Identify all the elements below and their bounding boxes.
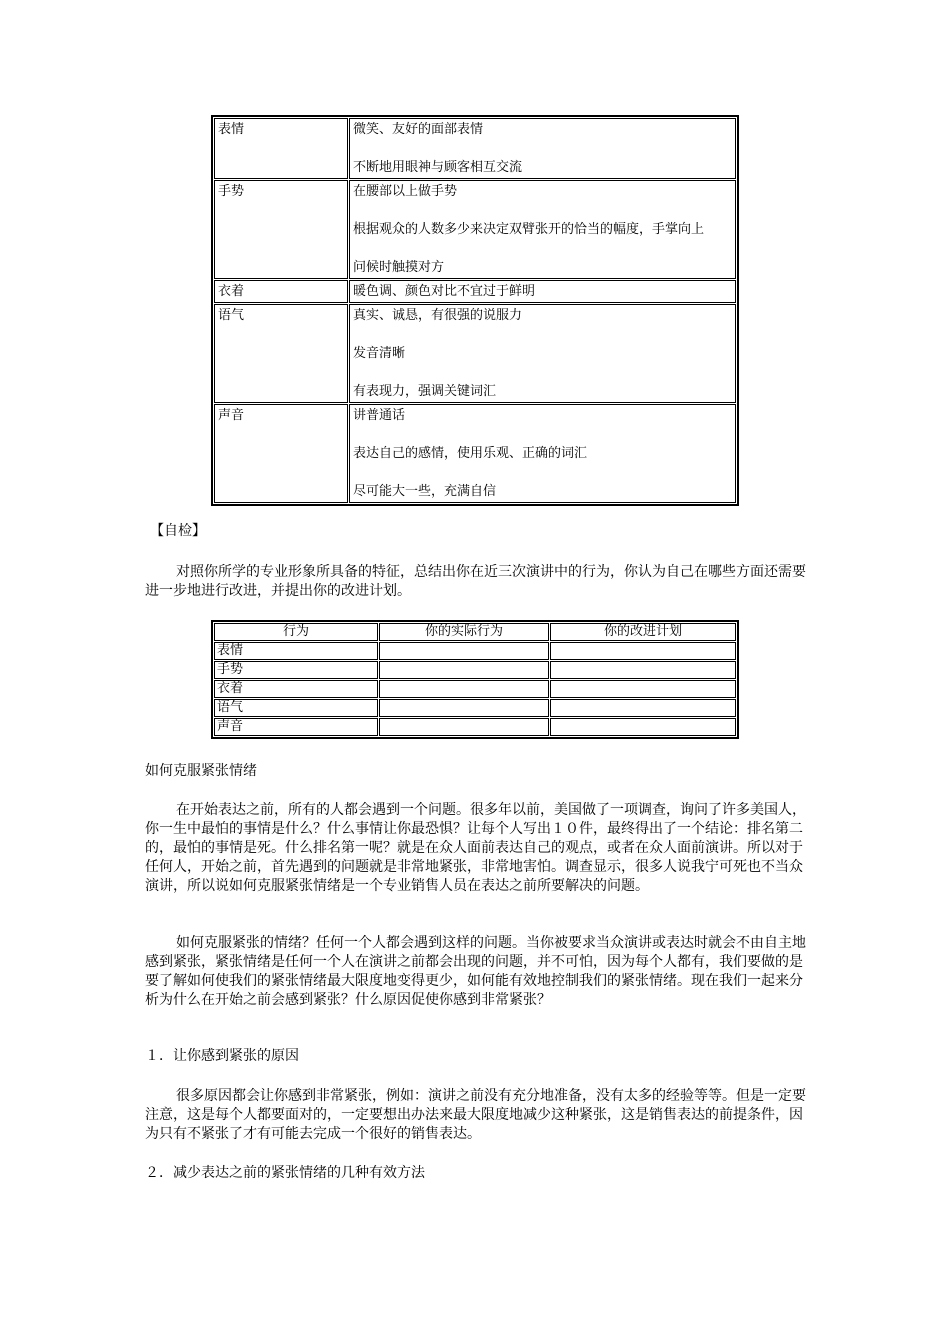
row-label: 衣着 — [214, 280, 348, 303]
improvement-plan-cell[interactable] — [550, 699, 736, 717]
table-row — [214, 718, 736, 736]
row-content — [349, 280, 736, 303]
list-item: 发音清晰 — [353, 346, 406, 361]
paragraph: 如何克服紧张的情绪？任何一个人都会遇到这样的问题。当你被要求当众演讲或表达时就会不由自主地感到紧张，紧张情绪是任何一个人在演讲之前都会出现的问题，并不可怕，因为每个人都有，我们要做的是要了解如何使我们的紧张情绪最大限度地变得更少，如何能有效地控制我们的紧张情绪。现在我们一起来分析为什么在开始之前会感到紧张？什么原因促使你感到非常紧张？ — [145, 935, 806, 1008]
list-item: 在腰部以上做手势 — [353, 184, 458, 199]
actual-behavior-cell[interactable] — [379, 642, 549, 660]
row-label: 手势 — [214, 661, 378, 679]
list-item: 真实、诚恳，有很强的说服力 — [353, 308, 523, 323]
row-label: 声音 — [214, 718, 378, 736]
list-item: 不断地用眼神与顾客相互交流 — [353, 160, 523, 175]
improvement-plan-cell[interactable] — [550, 661, 736, 679]
actual-behavior-cell[interactable] — [379, 699, 549, 717]
self-check-intro: 对照你所学的专业形象所具备的特征，总结出你在近三次演讲中的行为，你认为自己在哪些方面还需要进一步地进行改进，并提出你的改进计划。 — [145, 564, 806, 599]
table-row — [214, 180, 736, 279]
list-item: 有表现力，强调关键词汇 — [353, 384, 497, 399]
improvement-plan-cell[interactable] — [550, 680, 736, 698]
column-header: 你的改进计划 — [550, 623, 736, 641]
column-header: 你的实际行为 — [379, 623, 549, 641]
list-item: 暖色调、颜色对比不宜过于鲜明 — [353, 284, 536, 299]
improvement-plan-cell[interactable] — [550, 642, 736, 660]
list-item: 讲普通话 — [353, 408, 406, 423]
row-label: 语气 — [214, 304, 348, 403]
table-row — [214, 661, 736, 679]
list-item: 尽可能大一些，充满自信 — [353, 484, 497, 499]
row-label: 表情 — [214, 642, 378, 660]
improvement-plan-cell[interactable] — [550, 718, 736, 736]
actual-behavior-cell[interactable] — [379, 661, 549, 679]
row-label: 衣着 — [214, 680, 378, 698]
list-item: 表达自己的感情，使用乐观、正确的词汇 — [353, 446, 588, 461]
table-row — [214, 404, 736, 503]
table-row — [214, 680, 736, 698]
row-content — [349, 304, 736, 403]
subheading: １．让你感到紧张的原因 — [145, 1048, 299, 1064]
list-item: 根据观众的人数多少来决定双臂张开的恰当的幅度，手掌向上 — [353, 222, 705, 237]
professional-image-table — [211, 115, 739, 506]
table-row — [214, 280, 736, 303]
subheading: ２．减少表达之前的紧张情绪的几种有效方法 — [145, 1165, 425, 1181]
list-item: 问候时触摸对方 — [353, 260, 445, 275]
table-header-row — [214, 623, 736, 641]
row-content — [349, 404, 736, 503]
row-label: 声音 — [214, 404, 348, 503]
row-content — [349, 118, 736, 179]
row-label: 语气 — [214, 699, 378, 717]
section-title: 如何克服紧张情绪 — [145, 763, 257, 779]
row-label: 手势 — [214, 180, 348, 279]
row-content — [349, 180, 736, 279]
paragraph: 在开始表达之前，所有的人都会遇到一个问题。很多年以前，美国做了一项调查，询问了许多美国人，你一生中最怕的事情是什么？什么事情让你最恐惧？让每个人写出１０件，最终得出了一个结论：排名第二的，最怕的事情是死。什么排名第一呢？就是在众人面前表达自己的观点，或者在众人面前演讲。所以对于任何人，开始之前，首先遇到的问题就是非常地紧张，非常地害怕。调查显示，很多人说我宁可死也不当众演讲，所以说如何克服紧张情绪是一个专业销售人员在表达之前所要解决的问题。 — [145, 802, 806, 894]
self-check-table — [211, 620, 739, 739]
row-label: 表情 — [214, 118, 348, 179]
self-check-heading: 【自检】 — [150, 523, 206, 539]
table-row — [214, 118, 736, 179]
table-row — [214, 642, 736, 660]
table-row — [214, 699, 736, 717]
table-row — [214, 304, 736, 403]
column-header: 行为 — [214, 623, 378, 641]
paragraph: 很多原因都会让你感到非常紧张，例如：演讲之前没有充分地准备，没有太多的经验等等。但是一定要注意，这是每个人都要面对的，一定要想出办法来最大限度地减少这种紧张，这是销售表达的前提条件，因为只有不紧张了才有可能去完成一个很好的销售表达。 — [145, 1088, 806, 1142]
list-item: 微笑、友好的面部表情 — [353, 122, 484, 137]
actual-behavior-cell[interactable] — [379, 680, 549, 698]
actual-behavior-cell[interactable] — [379, 718, 549, 736]
